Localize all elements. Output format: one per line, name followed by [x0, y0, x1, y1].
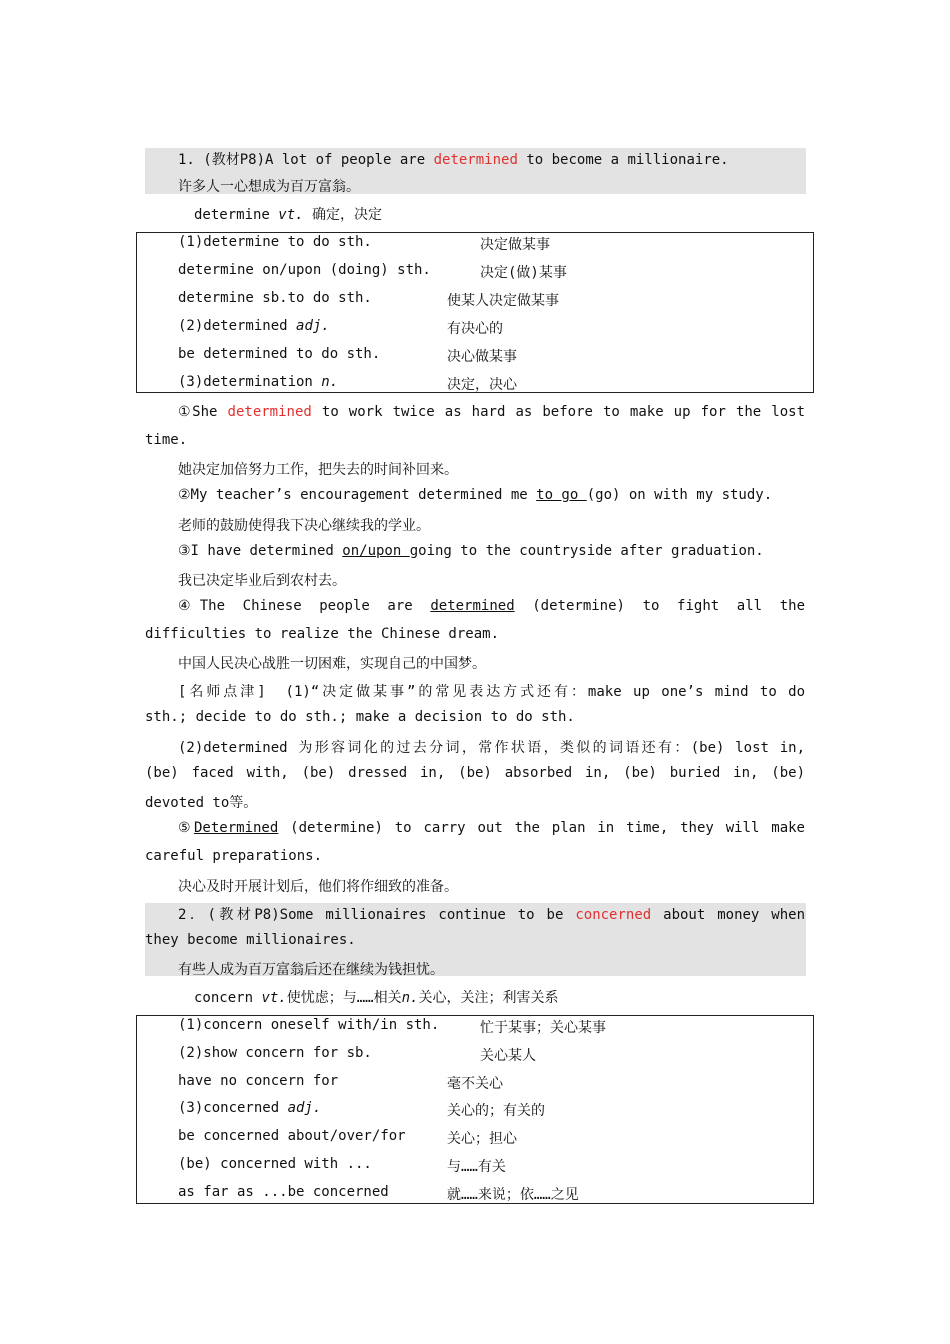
item2-translation: 有些人成为百万富翁后还在继续为钱担忧。 [178, 962, 444, 978]
table1-row-en [178, 374, 338, 390]
table1-row-zh: 决心做某事 [447, 349, 517, 365]
example3-post: going to the countryside after graduation. [409, 543, 764, 559]
item1-headword [194, 204, 382, 224]
item2-head-def: 使忧虑；与……相关 [286, 990, 402, 1006]
item2-head-def2: 关心，关注；利害关系 [418, 990, 559, 1006]
example4-line1 [178, 598, 805, 614]
table2-row-zh: 关心的；有关的 [447, 1103, 545, 1119]
tip-line5: devoted to等。 [145, 795, 258, 811]
table1-row-en: be determined to do sth. [178, 346, 381, 362]
item2-number: 2． [178, 907, 208, 923]
example1-rest: to work twice as hard as before to make up for the lost [311, 404, 806, 420]
item2-sentence-line1 [178, 904, 805, 924]
example3-pre: ③I have determined [178, 543, 343, 559]
table2-row-en [178, 1100, 321, 1116]
example5-translation: 决心及时开展计划后，他们将作细致的准备。 [178, 879, 458, 895]
item2-post: about money when [651, 907, 805, 923]
example1-start: ①She [178, 404, 228, 420]
example1-translation: 她决定加倍努力工作，把失去的时间补回来。 [178, 462, 458, 478]
table1-row-en: (1)determine to do sth. [178, 234, 372, 250]
tip-line1: [名师点津] (1)“决定做某事”的常见表达方式还有：make up one’s mind to do [178, 684, 805, 700]
item1-head-pos: vt. [278, 207, 304, 223]
table2-row-zh: 毫不关心 [447, 1076, 503, 1092]
example3-translation: 我已决定毕业后到农村去。 [178, 573, 346, 589]
item1-head-word: determine [194, 207, 270, 223]
item2-head-pos2: n. [401, 990, 419, 1006]
example2-answer: to go [536, 487, 587, 503]
example5-start: ⑤ [178, 820, 194, 836]
item1-sentence [178, 149, 729, 169]
table2-row-en: as far as ...be concerned [178, 1184, 389, 1200]
table1-row-zh: 决定(做)某事 [480, 265, 567, 281]
table1-row-zh: 有决心的 [447, 321, 503, 337]
table2-row-en: be concerned about/over/for [178, 1128, 406, 1144]
example3-answer: on/upon [342, 543, 410, 559]
example2-post: (go) on with my study. [586, 487, 773, 503]
item2-head-word: concern [194, 990, 254, 1006]
example2-pre: ②My teacher’s encouragement determined me [178, 487, 537, 503]
table1-row-en: determine on/upon (doing) sth. [178, 262, 431, 278]
tip-line4: (be) faced with, (be) dressed in, (be) absorbed in, (be) buried in, (be) [145, 765, 805, 781]
item2-pre: Some millionaires continue to be [279, 907, 576, 923]
table2-row-zh: 与……有关 [447, 1159, 506, 1175]
table1-row-en-text: (3)determination [178, 374, 322, 390]
item2-source: (教材P8) [207, 907, 280, 923]
item1-pre: A lot of people are [265, 152, 434, 168]
item2-headword [194, 987, 558, 1007]
example4-answer: determined [430, 598, 515, 614]
item2-head-pos: vt. [261, 990, 287, 1006]
table2-row-en: (be) concerned with ... [178, 1156, 372, 1172]
example5-rest: (determine) to carry out the plan in time, they will make [278, 820, 805, 836]
item1-post: to become a millionaire. [517, 152, 729, 168]
example2-translation: 老师的鼓励使得我下决心继续我的学业。 [178, 518, 430, 534]
example1-keyword: determined [227, 404, 312, 420]
item1-phrase-table [136, 232, 814, 393]
table2-row-zh: 就……来说；依……之见 [447, 1187, 579, 1203]
example5-line2: careful preparations. [145, 848, 323, 864]
example1-line1 [178, 404, 805, 420]
example4-translation: 中国人民决心战胜一切困难，实现自己的中国梦。 [178, 656, 486, 672]
example4-line2: difficulties to realize the Chinese dream. [145, 626, 500, 642]
table1-row-zh: 决定，决心 [447, 377, 517, 393]
table1-row-pos: n. [321, 374, 339, 390]
item1-keyword: determined [433, 152, 518, 168]
table1-row-en [178, 318, 330, 334]
table1-row-en-text: (2)determined [178, 318, 297, 334]
table1-row-zh: 决定做某事 [480, 237, 550, 253]
example5-answer: Determined [194, 820, 279, 836]
item1-number: 1. [178, 152, 195, 168]
example4-post: (determine) to fight all the [514, 598, 805, 614]
table2-row-zh: 关心某人 [480, 1048, 536, 1064]
example3-sentence [178, 543, 764, 559]
item2-sentence-line2: they become millionaires. [145, 932, 356, 948]
table2-row-en-text: (3)concerned [178, 1100, 288, 1116]
table2-row-zh: 关心；担心 [447, 1131, 517, 1147]
table1-row-zh: 使某人决定做某事 [447, 293, 559, 309]
table1-row-pos: adj. [296, 318, 330, 334]
item1-translation: 许多人一心想成为百万富翁。 [178, 179, 360, 195]
example2-sentence [178, 487, 772, 503]
table2-row-pos: adj. [287, 1100, 322, 1116]
item2-keyword: concerned [575, 907, 652, 923]
example1-line2: time. [145, 432, 188, 448]
tip-line3: (2)determined 为形容词化的过去分词，常作状语，类似的词语还有：(be) lost in, [178, 740, 805, 756]
table2-row-en: (1)concern oneself with/in sth. [178, 1017, 440, 1033]
table2-row-en: (2)show concern for sb. [178, 1045, 372, 1061]
example5-line1 [178, 820, 805, 836]
item1-head-def: 确定，决定 [312, 207, 383, 223]
table2-row-en: have no concern for [178, 1073, 339, 1089]
table1-row-en: determine sb.to do sth. [178, 290, 372, 306]
table2-row-zh: 忙于某事；关心某事 [480, 1020, 606, 1036]
tip-line2: sth.; decide to do sth.; make a decision to do sth. [145, 709, 575, 725]
example4-pre: ④The Chinese people are [178, 598, 431, 614]
item1-source: (教材P8) [203, 152, 266, 168]
